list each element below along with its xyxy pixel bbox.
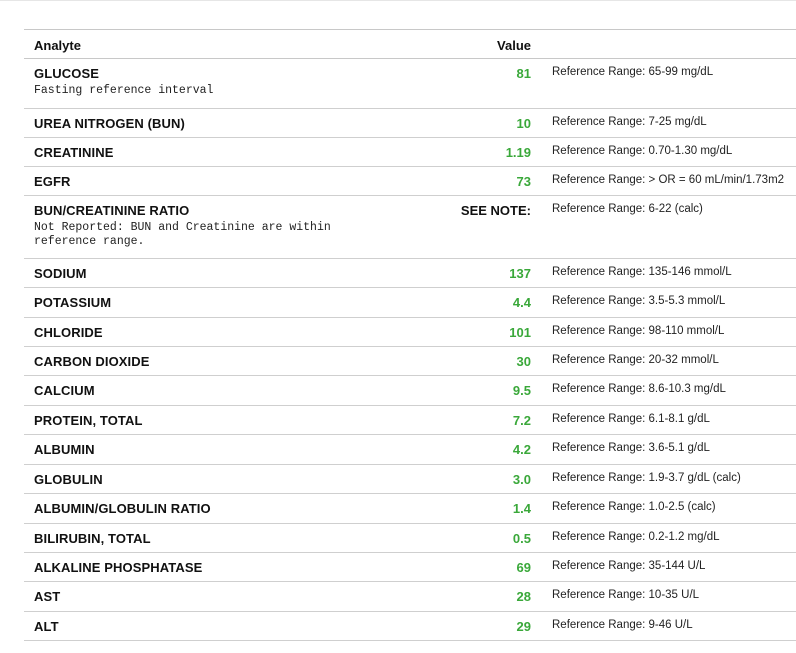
value-column-header: Value [497,38,531,53]
reference-range: Reference Range: 20-32 mmol/L [552,354,719,366]
analyte-name: ALKALINE PHOSPHATASE [34,560,203,575]
top-divider [0,0,796,1]
reference-range: Reference Range: 6-22 (calc) [552,203,703,215]
analyte-name: PROTEIN, TOTAL [34,413,143,428]
table-row [24,138,796,167]
table-row [24,318,796,347]
result-value: 4.2 [512,442,531,457]
table-row [24,59,796,109]
result-value: 30 [516,354,531,369]
result-value: 0.5 [512,531,531,546]
reference-range: Reference Range: 35-144 U/L [552,560,706,572]
reference-range: Reference Range: 7-25 mg/dL [552,116,707,128]
table-row [24,259,796,288]
reference-range: Reference Range: 0.70-1.30 mg/dL [552,145,733,157]
analyte-name: GLOBULIN [34,472,103,487]
reference-range: Reference Range: 135-146 mmol/L [552,266,732,278]
analyte-name: BILIRUBIN, TOTAL [34,531,151,546]
analyte-name: GLUCOSE [34,66,99,81]
table-row [24,347,796,376]
result-value: 29 [516,619,531,634]
result-value: 73 [516,174,531,189]
analyte-name: ALBUMIN [34,442,95,457]
analyte-name: UREA NITROGEN (BUN) [34,116,185,131]
result-value: 10 [516,116,531,131]
analyte-name: ALT [34,619,59,634]
reference-range: Reference Range: 6.1-8.1 g/dL [552,413,710,425]
table-row [24,288,796,318]
analyte-name: BUN/CREATININE RATIO [34,203,190,218]
reference-range: Reference Range: 3.5-5.3 mmol/L [552,295,726,307]
table-body [24,59,796,641]
result-value: 9.5 [512,383,531,398]
analyte-name: CREATININE [34,145,114,160]
reference-range: Reference Range: 3.6-5.1 g/dL [552,442,710,454]
reference-range: Reference Range: > OR = 60 mL/min/1.73m2 [552,174,785,186]
result-value: 1.19 [505,145,531,160]
analyte-name: AST [34,589,61,604]
reference-range: Reference Range: 98-110 mmol/L [552,325,725,337]
result-value: 4.4 [512,295,531,310]
table-row [24,196,796,259]
table-row [24,582,796,612]
result-comment: Not Reported: BUN and Creatinine are within reference range. [34,221,331,248]
analyte-name: POTASSIUM [34,295,112,310]
result-value: 81 [516,66,531,81]
analyte-name: CARBON DIOXIDE [34,354,150,369]
reference-range: Reference Range: 9-46 U/L [552,619,693,631]
lab-results-table [24,29,796,641]
table-row [24,376,796,406]
table-row [24,109,796,138]
result-value: 3.0 [512,472,531,487]
result-value: 7.2 [512,413,531,428]
table-row [24,524,796,553]
table-row [24,553,796,582]
result-value: 1.4 [512,501,531,516]
result-value: 137 [509,266,531,281]
reference-range: Reference Range: 1.0-2.5 (calc) [552,501,716,513]
table-header [24,29,796,59]
analyte-name: SODIUM [34,266,87,281]
analyte-name: ALBUMIN/GLOBULIN RATIO [34,501,211,516]
reference-range: Reference Range: 1.9-3.7 g/dL (calc) [552,472,741,484]
analyte-name: EGFR [34,174,71,189]
table-row [24,465,796,494]
analyte-column-header: Analyte [34,38,81,53]
result-comment: Fasting reference interval [34,84,214,97]
table-row [24,406,796,435]
table-row [24,494,796,524]
result-value: 28 [516,589,531,604]
analyte-name: CALCIUM [34,383,95,398]
reference-range: Reference Range: 65-99 mg/dL [552,66,714,78]
result-value: 69 [516,560,531,575]
reference-range: Reference Range: 10-35 U/L [552,589,700,601]
result-value: 101 [509,325,531,340]
analyte-name: CHLORIDE [34,325,103,340]
table-row [24,435,796,465]
table-row [24,167,796,196]
reference-range: Reference Range: 0.2-1.2 mg/dL [552,531,720,543]
table-row [24,612,796,641]
reference-range: Reference Range: 8.6-10.3 mg/dL [552,383,726,395]
result-value: SEE NOTE: [460,203,531,218]
